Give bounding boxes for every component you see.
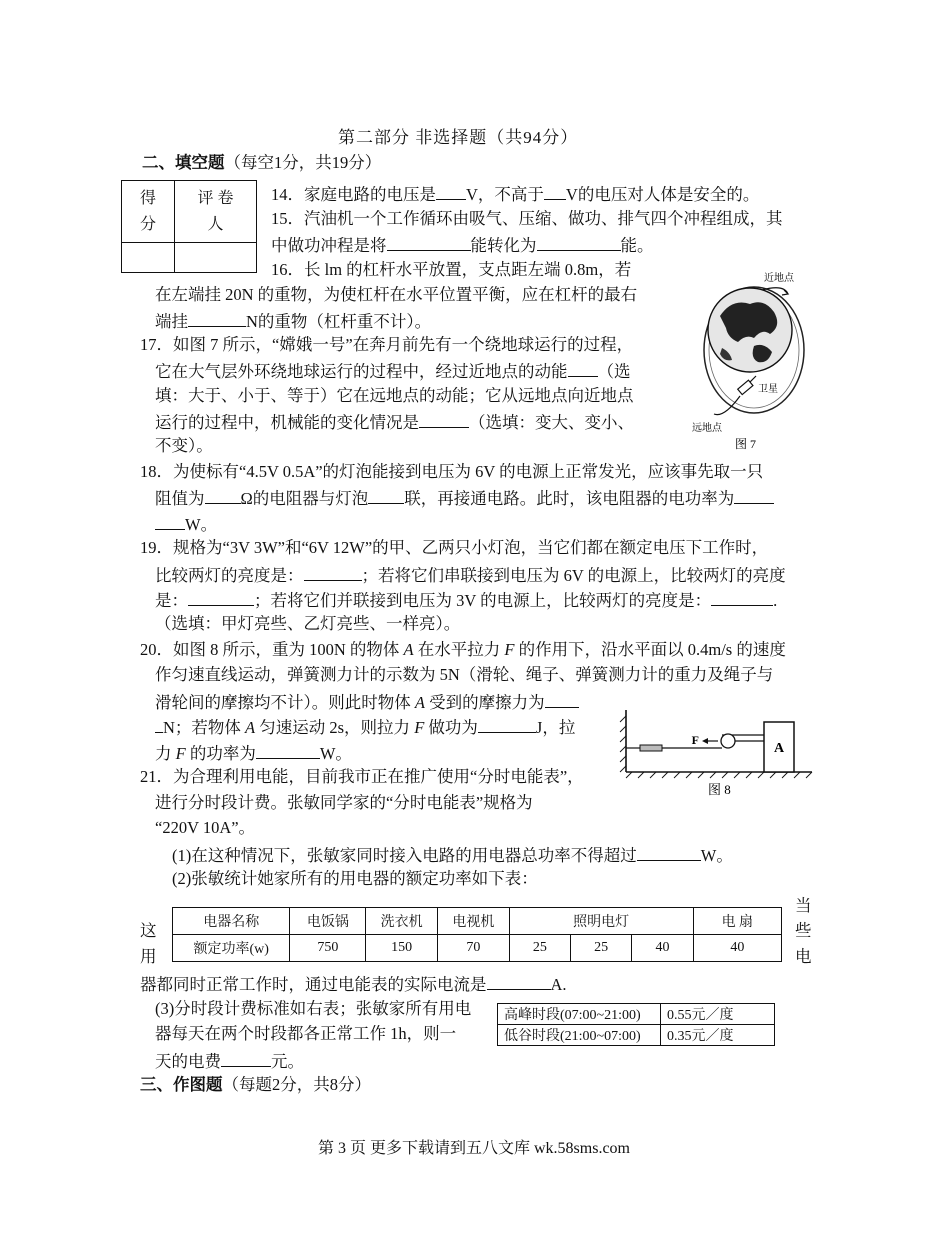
q19-text-c: 是： — [155, 591, 188, 610]
q20-text-a: 20．如图 8 所示，重为 100N 的物体 — [140, 640, 404, 659]
q16-blank[interactable] — [188, 309, 246, 327]
grader-cell[interactable] — [175, 243, 257, 273]
q18-text-b: Ω的电阻器与灯泡 — [240, 489, 369, 508]
side-char-right-2: 些 — [795, 921, 812, 940]
question-21-part2-tail — [140, 972, 567, 996]
side-char-right-1: 当 — [795, 896, 812, 915]
q20-text-d: 滑轮间的摩擦均不计）。则此时物体 — [155, 693, 415, 712]
question-19-line3 — [155, 588, 777, 612]
q20-var-f2: F — [414, 718, 425, 737]
question-17-line2 — [155, 359, 631, 383]
table-cell: 150 — [366, 935, 438, 962]
table-header-tv: 电视机 — [437, 908, 509, 935]
question-15-line2 — [271, 233, 654, 257]
q18-text-d: W。 — [185, 515, 218, 534]
table-cell: 40 — [632, 935, 693, 962]
tariff-period-valley: 低谷时段(21:00~07:00) — [498, 1025, 661, 1046]
question-19-line1: 19．规格为“3V 3W”和“6V 12W”的甲、乙两只小灯泡，当它们都在额定电压下工作时， — [140, 538, 769, 557]
grader-label-b: 人 — [207, 215, 224, 233]
q19-text-d: ；若将它们并联接到电压为 3V 的电源上，比较两灯的亮度是： — [254, 591, 712, 610]
q20-text-h: 做功为 — [424, 718, 478, 737]
question-21-line1: 21．为合理利用电能，目前我市正在推广使用“分时电能表”， — [140, 767, 584, 786]
question-20-line1 — [140, 639, 786, 661]
q21-text-d: A. — [550, 975, 567, 994]
spring-scale-icon — [640, 745, 662, 751]
question-20-line3 — [155, 690, 579, 714]
figure-8 — [618, 708, 814, 800]
q21-text-f: 元。 — [271, 1052, 304, 1071]
q20-text-f: N；若物体 — [163, 718, 246, 737]
part-title: 第二部分 非选择题（共94分） — [338, 128, 579, 147]
section-heading-note: （每空1分，共19分） — [224, 153, 382, 172]
question-16-line2: 在左端挂 20N 的重物，为使杠杆在水平位置平衡，应在杠杆的最右 — [155, 285, 638, 304]
appliance-table — [172, 907, 782, 962]
q14-text-a: 14．家庭电路的电压是 — [271, 185, 436, 204]
q20-text-k: 的功率为 — [185, 744, 256, 763]
q20-text-g: 匀速运动 2s，则拉力 — [255, 718, 415, 737]
fig7-near-label: 近地点 — [764, 273, 794, 284]
question-17-line1: 17．如图 7 所示，“嫦娥一号”在奔月前先有一个绕地球运行的过程， — [140, 335, 634, 354]
score-cell[interactable] — [122, 243, 175, 273]
q17-blank-2[interactable] — [419, 410, 469, 428]
section-heading-title: 二、填空题 — [142, 153, 225, 172]
force-arrow-head — [702, 738, 708, 744]
table-row — [498, 1004, 775, 1025]
q20-blank-2[interactable] — [478, 715, 536, 733]
q18-blank-3[interactable] — [734, 486, 774, 504]
q15-blank-2[interactable] — [537, 233, 621, 251]
question-21-part2: (2)张敏统计她家所有的用电器的额定功率如下表： — [172, 869, 538, 888]
fig8-caption: 图 8 — [708, 782, 731, 797]
arrow-head-1 — [782, 290, 788, 295]
question-19-line2 — [155, 563, 786, 587]
q21-blank-3[interactable] — [221, 1049, 271, 1067]
question-20-line5 — [155, 741, 352, 765]
q19-blank-1[interactable] — [304, 563, 362, 581]
question-18-line2 — [155, 486, 774, 510]
satellite-icon — [738, 376, 756, 395]
q17-text-b: （选 — [597, 362, 631, 381]
section-3-heading — [140, 1074, 371, 1096]
fig8-block-label: A — [773, 741, 785, 756]
section-heading — [142, 152, 381, 174]
question-20-line2: 作匀速直线运动，弹簧测力计的示数为 5N（滑轮、绳子、弹簧测力计的重力及绳子与 — [155, 665, 774, 684]
q20-text-c: 的作用下，沿水平面以 0.4m/s 的速度 — [514, 640, 786, 659]
table-header-washer: 洗衣机 — [366, 908, 438, 935]
q17-text-d: （选填：变大、变小、 — [469, 413, 634, 432]
tariff-period-peak: 高峰时段(07:00~21:00) — [498, 1004, 661, 1025]
q16-text-a: 端挂 — [155, 312, 188, 331]
q18-blank-2[interactable] — [368, 486, 404, 504]
wall-hatching — [620, 716, 626, 772]
score-label-a: 得 — [139, 189, 156, 207]
page-footer: 第 3 页 更多下载请到五八文库 wk.58sms.com — [318, 1140, 631, 1157]
fig7-caption: 图 7 — [735, 437, 757, 451]
q20-text-i: J，拉 — [535, 718, 576, 737]
q19-text-a: 比较两灯的亮度是： — [155, 566, 304, 585]
q21-text-c: 器都同时正常工作时，通过电能表的实际电流是 — [140, 975, 487, 994]
question-17-line5: 不变）。 — [155, 436, 213, 455]
score-box — [121, 180, 257, 273]
grader-label-a: 评 卷 — [197, 189, 234, 207]
q18-blank-1[interactable] — [205, 486, 241, 504]
q14-text-c: V的电压对人体是安全的。 — [565, 185, 760, 204]
q17-text-c: 运行的过程中，机械能的变化情况是 — [155, 413, 419, 432]
q14-blank-2[interactable] — [544, 182, 566, 200]
side-char-left-2: 用 — [140, 947, 157, 966]
fig7-far-label: 远地点 — [692, 423, 722, 434]
q20-var-a: A — [403, 640, 414, 659]
figure-7 — [692, 268, 810, 454]
tariff-table — [497, 1003, 775, 1046]
q20-var-a2: A — [414, 693, 425, 712]
q17-blank-1[interactable] — [568, 359, 598, 377]
question-18-line3 — [155, 512, 217, 536]
table-header-name: 电器名称 — [173, 908, 290, 935]
q15-text-b: 能转化为 — [470, 236, 537, 255]
far-arc-arrow — [714, 396, 740, 415]
q19-blank-2[interactable] — [188, 588, 254, 606]
section-3-note: （每题2分，共8分） — [222, 1075, 371, 1094]
table-row — [498, 1025, 775, 1046]
question-15-line1: 15．汽油机一个工作循环由吸气、压缩、做功、排气四个冲程组成，其 — [271, 209, 783, 228]
question-21-line2: 进行分时段计费。张敏同学家的“分时电能表”规格为 — [155, 793, 533, 812]
table-header-fan: 电 扇 — [693, 908, 781, 935]
table-row-label: 额定功率(w) — [173, 935, 290, 962]
fig8-force-label: F — [691, 733, 699, 747]
q20-text-e: 受到的摩擦力为 — [424, 693, 545, 712]
score-label-b: 分 — [139, 215, 156, 233]
question-21-part3-line3 — [155, 1049, 304, 1073]
q20-blank-1b[interactable] — [155, 715, 163, 733]
q18-text-a: 阻值为 — [155, 489, 205, 508]
q15-blank-1[interactable] — [387, 233, 471, 251]
q21-text-a: (1)在这种情况下，张敏家同时接入电路的用电器总功率不得超过 — [172, 846, 637, 865]
q20-var-f3: F — [175, 744, 186, 763]
q20-var-f: F — [504, 640, 515, 659]
question-16-line1: 16．长 lm 的杠杆水平放置，支点距左端 0.8m，若 — [271, 260, 632, 279]
q20-blank-3[interactable] — [256, 741, 320, 759]
question-21-part1 — [172, 843, 733, 867]
q20-text-b: 在水平拉力 — [413, 640, 505, 659]
question-14 — [271, 182, 759, 206]
question-17-line4 — [155, 410, 634, 434]
q14-text-b: V，不高于 — [466, 185, 544, 204]
tariff-price-valley: 0.35元／度 — [661, 1025, 775, 1046]
q14-blank-1[interactable] — [436, 182, 466, 200]
question-21-part3-line1: (3)分时段计费标准如右表；张敏家所有用电 — [155, 999, 472, 1018]
question-21-line3: “220V 10A”。 — [155, 818, 256, 837]
table-cell: 40 — [693, 935, 781, 962]
side-char-left-1: 这 — [140, 921, 157, 940]
q20-var-a3: A — [245, 718, 256, 737]
table-cell: 25 — [509, 935, 570, 962]
question-16-line3 — [155, 309, 431, 333]
q21-blank-1[interactable] — [637, 843, 701, 861]
q21-text-b: W。 — [700, 846, 733, 865]
q21-text-e: 天的电费 — [155, 1052, 221, 1071]
table-cell: 70 — [437, 935, 509, 962]
q17-text-a: 它在大气层外环绕地球运行的过程中，经过近地点的动能 — [155, 362, 568, 381]
side-char-right-3: 电 — [795, 947, 812, 966]
q15-text-a: 中做功冲程是将 — [271, 236, 387, 255]
table-cell: 25 — [571, 935, 632, 962]
q20-text-j: 力 — [155, 744, 176, 763]
question-21-part3-line2: 器每天在两个时段都各正常工作 1h，则一 — [155, 1024, 457, 1043]
q20-blank-1[interactable] — [545, 690, 579, 708]
q21-blank-2[interactable] — [487, 972, 551, 990]
q16-text-b: N的重物（杠杆重不计）。 — [246, 312, 432, 331]
table-header-rice-cooker: 电饭锅 — [290, 908, 366, 935]
table-cell: 750 — [290, 935, 366, 962]
fig7-satellite-label: 卫星 — [758, 384, 778, 395]
q20-text-l: W。 — [319, 744, 352, 763]
q18-blank-3b[interactable] — [155, 512, 185, 530]
q18-text-c: 联，再接通电路。此时，该电阻器的电功率为 — [404, 489, 735, 508]
question-17-line3: 填：大于、小于、等于）它在远地点的动能；它从远地点向近地点 — [155, 386, 634, 405]
question-18-line1: 18．为使标有“4.5V 0.5A”的灯泡能接到电压为 6V 的电源上正常发光，应该事先取一只 — [140, 462, 764, 481]
pulley-icon — [721, 734, 735, 748]
ground-hatching — [626, 772, 812, 778]
q15-text-c: 能。 — [620, 236, 654, 255]
tariff-price-peak: 0.55元／度 — [661, 1004, 775, 1025]
q19-blank-3[interactable] — [711, 588, 773, 606]
table-header-lights: 照明电灯 — [509, 908, 693, 935]
section-3-title: 三、作图题 — [140, 1075, 223, 1094]
question-19-line4: （选填：甲灯亮些、乙灯亮些、一样亮）。 — [155, 614, 461, 633]
q19-text-e: . — [773, 591, 778, 610]
q19-text-b: ；若将它们串联接到电压为 6V 的电源上，比较两灯的亮度 — [361, 566, 786, 585]
question-20-line4 — [155, 715, 575, 739]
